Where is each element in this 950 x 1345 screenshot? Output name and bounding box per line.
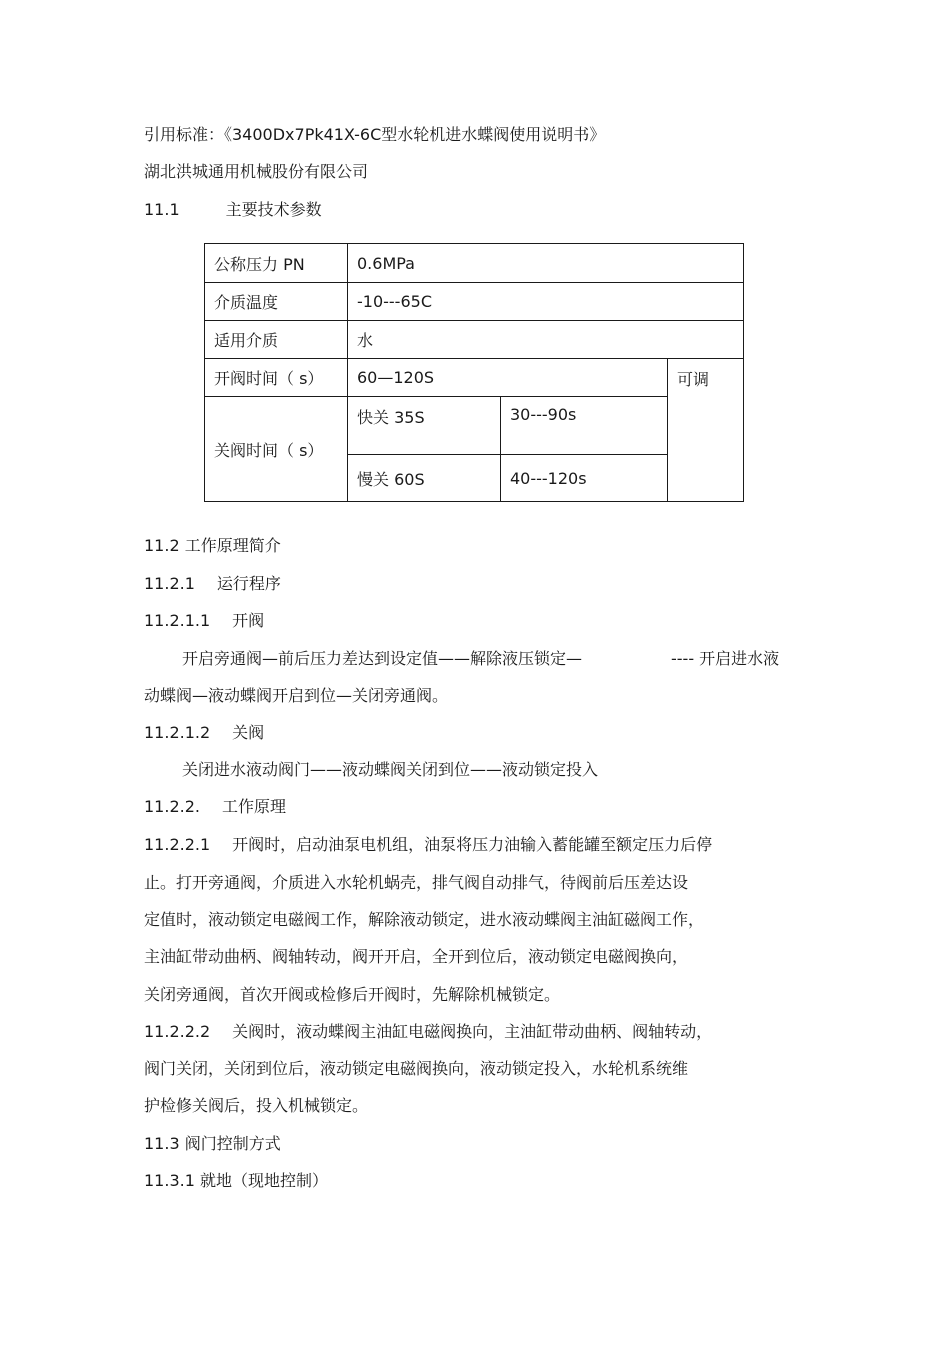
section-11-2-1-1-heading — [144, 611, 264, 631]
section-11-2-1-heading — [144, 574, 281, 594]
section-title: 主要技术参数 — [225, 200, 322, 219]
close-sequence: 关闭进水液动阀门——液动蝶阀关闭到位——液动锁定投入 — [182, 760, 599, 779]
table-row — [205, 283, 744, 321]
open-sequence-line-2: 动蝶阀—液动蝶阀开启到位—关闭旁通阀。 — [144, 686, 449, 705]
table-row — [205, 359, 744, 397]
param-label: 开阀时间（ s） — [205, 359, 348, 397]
param-value: -10---65C — [348, 283, 744, 321]
section-title: 工作原理 — [221, 797, 286, 816]
slow-close-value: 慢关 60S — [348, 455, 501, 502]
table-row — [205, 321, 744, 359]
section-number: 11.2.1.2 — [144, 723, 211, 742]
section-title: 开阀 — [232, 611, 265, 630]
section-11-3-1-heading: 11.3.1 就地（现地控制） — [144, 1171, 328, 1190]
section-title: 关阀 — [232, 723, 265, 742]
table-row — [205, 397, 744, 455]
paragraph-11-2-2-1-line: 关闭旁通阀，首次开阀或检修后开阀时，先解除机械锁定。 — [144, 985, 561, 1004]
section-11-3-heading: 11.3 阀门控制方式 — [144, 1134, 281, 1153]
section-11-2-heading: 11.2 工作原理简介 — [144, 536, 281, 555]
param-label: 适用介质 — [205, 321, 348, 359]
section-number: 11.2.2. — [144, 797, 200, 816]
section-11-2-1-2-heading — [144, 723, 264, 743]
paragraph-text: 关阀时，液动蝶阀主油缸电磁阀换向，主油缸带动曲柄、阀轴转动， — [232, 1022, 713, 1041]
paragraph-11-2-2-2-line: 护检修关阀后，投入机械锁定。 — [144, 1096, 369, 1115]
table-row — [205, 244, 744, 283]
paragraph-number: 11.2.2.2 — [144, 1022, 211, 1041]
param-label: 介质温度 — [205, 283, 348, 321]
paragraph-11-2-2-2-line: 阀门关闭，关闭到位后，液动锁定电磁阀换向，液动锁定投入，水轮机系统维 — [144, 1059, 689, 1078]
reference-standard: 引用标准：《3400Dx7Pk41X-6C型水轮机进水蝶阀使用说明书》 — [144, 125, 606, 144]
paragraph-11-2-2-1-line: 主油缸带动曲柄、阀轴转动，阀开开启，全开到位后，液动锁定电磁阀换向， — [144, 947, 689, 966]
paragraph-text: 开阀时，启动油泵电机组，油泵将压力油输入蓄能罐至额定压力后停 — [232, 835, 713, 854]
section-number: 11.2.1 — [144, 574, 195, 593]
paragraph-11-2-2-1-line: 定值时，液动锁定电磁阀工作，解除液动锁定，进水液动蝶阀主油缸磁阀工作， — [144, 910, 705, 929]
param-value: 水 — [348, 321, 744, 359]
param-value: 0.6MPa — [348, 244, 744, 283]
open-sequence-line-1a: 开启旁通阀—前后压力差达到设定值——解除液压锁定— — [182, 649, 583, 668]
paragraph-number: 11.2.2.1 — [144, 835, 211, 854]
technical-parameters-table — [204, 243, 744, 502]
company-name: 湖北洪城通用机械股份有限公司 — [144, 162, 369, 181]
section-11-1-heading — [144, 200, 322, 220]
open-sequence-line-1b: ---- 开启进水液 — [671, 649, 780, 668]
paragraph-11-2-2-2-line — [144, 1022, 712, 1042]
param-value: 60—120S — [348, 359, 668, 397]
paragraph-11-2-2-1-line — [144, 835, 712, 855]
section-title: 运行程序 — [216, 574, 281, 593]
param-label: 公称压力 PN — [205, 244, 348, 283]
param-label: 关阀时间（ s） — [205, 397, 348, 502]
section-11-2-2-heading — [144, 797, 286, 817]
section-number: 11.1 — [144, 200, 180, 219]
adjustable-note: 可调 — [668, 359, 744, 502]
slow-close-range: 40---120s — [501, 455, 668, 502]
fast-close-range: 30---90s — [501, 397, 668, 455]
paragraph-11-2-2-1-line: 止。打开旁通阀，介质进入水轮机蜗壳，排气阀自动排气，待阀前后压差达设 — [144, 873, 689, 892]
section-number: 11.2.1.1 — [144, 611, 211, 630]
fast-close-value: 快关 35S — [348, 397, 501, 455]
